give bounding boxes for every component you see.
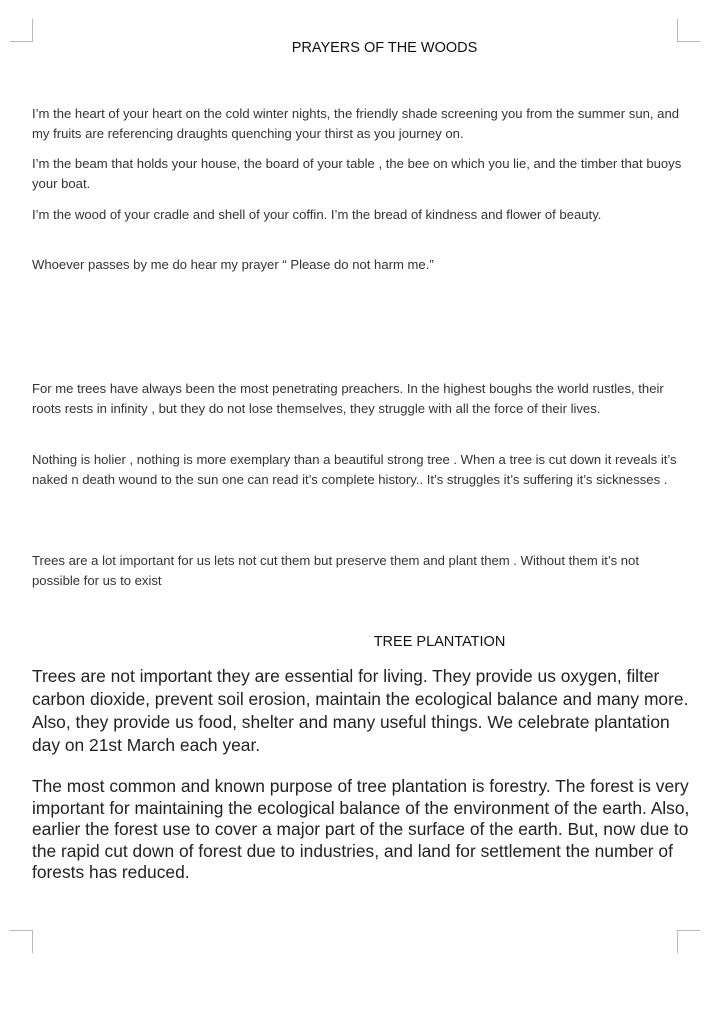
paragraph: Trees are a lot important for us lets not cut them but preserve them and plant them . Without them it’s not possible for us to exist (32, 553, 639, 588)
paragraph: I’m the beam that holds your house, the board of your table , the bee on which you lie, and the timber that buoys your boat. (32, 156, 682, 191)
paragraph: For me trees have always been the most penetrating preachers. In the highest boughs the world rustles, their roots rests in infinity , but they do not lose themselves, they struggle with all the force of their lives. (32, 381, 664, 416)
page-corner-marker-top-right (677, 19, 700, 42)
document-title: PRAYERS OF THE WOODS (291, 40, 478, 56)
paragraph: I’m the wood of your cradle and shell of your coffin. I’m the bread of kindness and flower of beauty. (32, 207, 602, 222)
section-title: TREE PLANTATION (373, 634, 506, 650)
paragraph: Whoever passes by me do hear my prayer “ Please do not harm me.” (32, 257, 434, 272)
page-corner-marker-bottom-right (677, 930, 700, 953)
paragraph: I’m the heart of your heart on the cold winter nights, the friendly shade screening you from the summer sun, and my fruits are referencing draughts quenching your thirst as you journey on. (32, 106, 680, 141)
paragraph: Nothing is holier , nothing is more exemplary than a beautiful strong tree . When a tree is cut down it reveals it’s naked n death wound to the sun one can read it’s complete history.. It’s struggles it’s suffering it’s sicknesses . (32, 452, 677, 487)
page-corner-marker-bottom-left (10, 930, 33, 953)
paragraph: The most common and known purpose of tree plantation is forestry. The forest is very important for maintaining the ecological balance of the environment of the earth. Also, earlier the forest use to cover a major part of the surface of the earth. But, now due to the rapid cut down of forest due to industries, and land for settlement the number of forests has reduced. (32, 776, 690, 882)
paragraph: Trees are not important they are essential for living. They provide us oxygen, filter carbon dioxide, prevent soil erosion, maintain the ecological balance and many more. Also, they provide us food, shelter and many useful things. We celebrate plantation day on 21st March each year. (32, 666, 689, 755)
page-corner-marker-top-left (10, 19, 33, 42)
